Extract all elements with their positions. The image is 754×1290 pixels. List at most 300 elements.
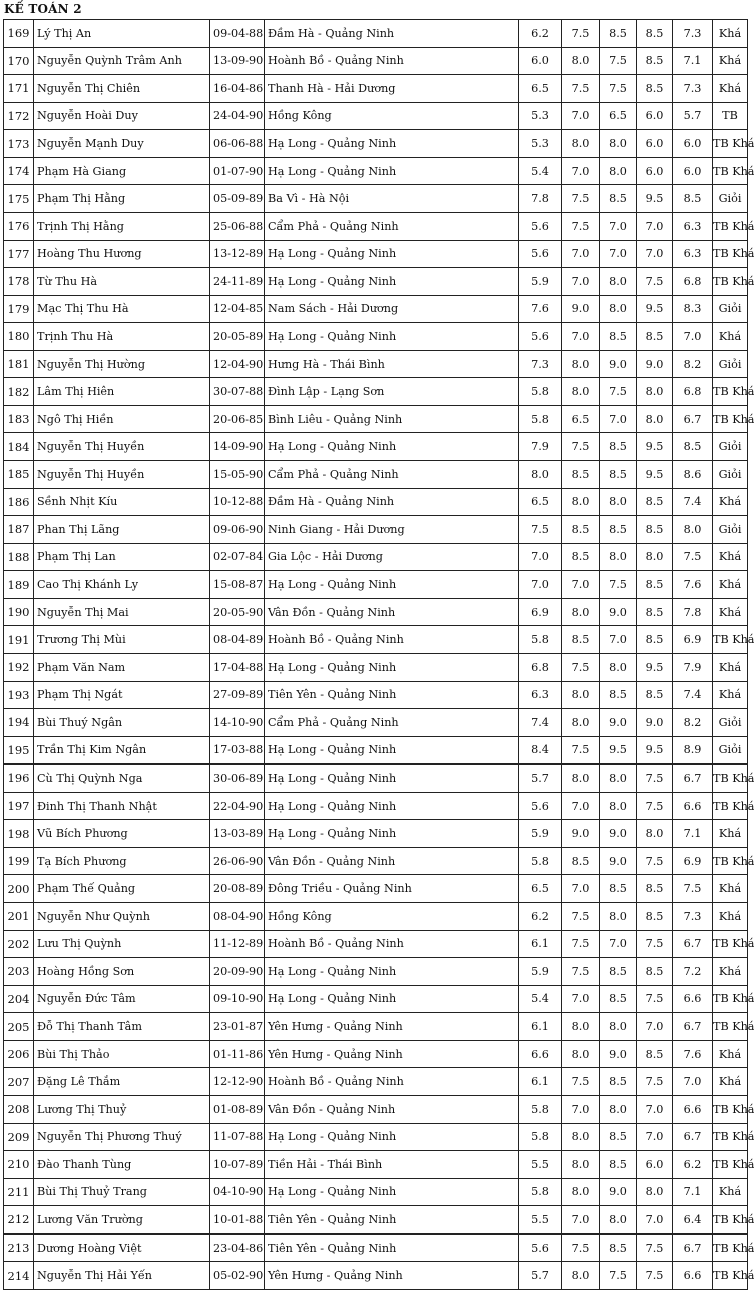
birthplace: Yên Hưng - Quảng Ninh <box>265 1262 519 1290</box>
student-name: Dương Hoàng Việt <box>34 1234 210 1262</box>
score-4: 7.5 <box>637 930 673 958</box>
table-row <box>4 20 748 48</box>
average-score: 6.3 <box>673 240 713 268</box>
score-2: 9.0 <box>562 295 600 323</box>
average-score: 7.6 <box>673 1040 713 1068</box>
score-3: 7.5 <box>600 75 637 103</box>
table-body <box>4 20 754 1290</box>
score-2: 7.5 <box>562 930 600 958</box>
table-row <box>4 1123 748 1151</box>
score-2: 7.5 <box>562 212 600 240</box>
score-4: 9.5 <box>637 185 673 213</box>
table-row <box>4 461 748 489</box>
average-score: 8.0 <box>673 516 713 544</box>
classification: TB Khá <box>713 626 748 654</box>
classification: Khá <box>713 1178 748 1206</box>
score-4: 9.0 <box>637 709 673 737</box>
score-3: 8.5 <box>600 1151 637 1179</box>
score-3: 8.5 <box>600 516 637 544</box>
row-number: 193 <box>4 681 34 709</box>
score-4: 7.5 <box>637 1262 673 1290</box>
student-results-table <box>3 19 754 1290</box>
classification: Khá <box>713 1040 748 1068</box>
score-1: 7.5 <box>519 516 562 544</box>
student-name: Phạm Thị Hằng <box>34 185 210 213</box>
date-of-birth: 16-04-86 <box>210 75 265 103</box>
row-number: 210 <box>4 1151 34 1179</box>
classification: TB Khá <box>713 268 748 296</box>
score-1: 5.3 <box>519 102 562 130</box>
table-row <box>4 1178 748 1206</box>
student-name: Trịnh Thị Hằng <box>34 212 210 240</box>
classification: Giỏi <box>713 516 748 544</box>
row-number: 209 <box>4 1123 34 1151</box>
score-4: 8.0 <box>637 378 673 406</box>
classification: TB Khá <box>713 1013 748 1041</box>
birthplace: Yên Hưng - Quảng Ninh <box>265 1040 519 1068</box>
score-4: 7.5 <box>637 1068 673 1096</box>
row-number: 208 <box>4 1095 34 1123</box>
average-score: 7.1 <box>673 47 713 75</box>
date-of-birth: 20-08-89 <box>210 875 265 903</box>
score-2: 7.5 <box>562 1234 600 1262</box>
score-2: 6.5 <box>562 405 600 433</box>
birthplace: Đầm Hà - Quảng Ninh <box>265 488 519 516</box>
average-score: 7.1 <box>673 1178 713 1206</box>
date-of-birth: 02-07-84 <box>210 543 265 571</box>
score-4: 7.5 <box>637 268 673 296</box>
score-2: 8.0 <box>562 598 600 626</box>
classification: Giỏi <box>713 350 748 378</box>
date-of-birth: 14-09-90 <box>210 433 265 461</box>
birthplace: Hạ Long - Quảng Ninh <box>265 958 519 986</box>
average-score: 7.9 <box>673 653 713 681</box>
score-4: 8.0 <box>637 1178 673 1206</box>
score-2: 7.5 <box>562 185 600 213</box>
row-number: 181 <box>4 350 34 378</box>
average-score: 6.8 <box>673 378 713 406</box>
date-of-birth: 01-08-89 <box>210 1095 265 1123</box>
score-2: 7.0 <box>562 268 600 296</box>
score-4: 9.5 <box>637 433 673 461</box>
score-4: 7.0 <box>637 212 673 240</box>
student-name: Phạm Thị Lan <box>34 543 210 571</box>
row-number: 184 <box>4 433 34 461</box>
date-of-birth: 08-04-90 <box>210 903 265 931</box>
classification: Giỏi <box>713 185 748 213</box>
birthplace: Hạ Long - Quảng Ninh <box>265 1178 519 1206</box>
date-of-birth: 14-10-90 <box>210 709 265 737</box>
table-row <box>4 378 748 406</box>
date-of-birth: 13-12-89 <box>210 240 265 268</box>
score-3: 8.0 <box>600 488 637 516</box>
score-3: 7.0 <box>600 212 637 240</box>
score-4: 7.5 <box>637 1234 673 1262</box>
score-2: 8.0 <box>562 1013 600 1041</box>
date-of-birth: 27-09-89 <box>210 681 265 709</box>
table-row <box>4 1068 748 1096</box>
score-3: 9.0 <box>600 820 637 848</box>
student-name: Trần Thị Kim Ngân <box>34 736 210 764</box>
score-1: 6.1 <box>519 1068 562 1096</box>
row-number: 186 <box>4 488 34 516</box>
date-of-birth: 12-12-90 <box>210 1068 265 1096</box>
student-name: Nguyễn Quỳnh Trâm Anh <box>34 47 210 75</box>
row-number: 214 <box>4 1262 34 1290</box>
birthplace: Đầm Hà - Quảng Ninh <box>265 20 519 48</box>
birthplace: Hạ Long - Quảng Ninh <box>265 157 519 185</box>
student-name: Cao Thị Khánh Ly <box>34 571 210 599</box>
student-name: Từ Thu Hà <box>34 268 210 296</box>
score-1: 5.6 <box>519 240 562 268</box>
score-1: 5.8 <box>519 1095 562 1123</box>
score-1: 7.0 <box>519 543 562 571</box>
score-2: 7.0 <box>562 102 600 130</box>
birthplace: Hạ Long - Quảng Ninh <box>265 130 519 158</box>
score-4: 7.5 <box>637 764 673 792</box>
score-4: 8.5 <box>637 488 673 516</box>
score-4: 7.5 <box>637 792 673 820</box>
date-of-birth: 04-10-90 <box>210 1178 265 1206</box>
classification: Khá <box>713 543 748 571</box>
student-name: Lương Thị Thuỷ <box>34 1095 210 1123</box>
score-4: 8.5 <box>637 598 673 626</box>
student-name: Nguyễn Đức Tâm <box>34 985 210 1013</box>
date-of-birth: 24-11-89 <box>210 268 265 296</box>
score-4: 8.0 <box>637 820 673 848</box>
classification: TB Khá <box>713 847 748 875</box>
score-4: 8.0 <box>637 405 673 433</box>
score-1: 6.1 <box>519 1013 562 1041</box>
classification: TB <box>713 102 748 130</box>
birthplace: Tiên Yên - Quảng Ninh <box>265 1206 519 1234</box>
table-row <box>4 212 748 240</box>
classification: Giỏi <box>713 433 748 461</box>
classification: Khá <box>713 598 748 626</box>
score-3: 8.5 <box>600 1234 637 1262</box>
average-score: 8.3 <box>673 295 713 323</box>
birthplace: Hạ Long - Quảng Ninh <box>265 820 519 848</box>
average-score: 7.5 <box>673 875 713 903</box>
row-number: 205 <box>4 1013 34 1041</box>
score-4: 8.5 <box>637 75 673 103</box>
score-1: 5.6 <box>519 212 562 240</box>
table-row <box>4 709 748 737</box>
birthplace: Hạ Long - Quảng Ninh <box>265 985 519 1013</box>
date-of-birth: 20-05-89 <box>210 323 265 351</box>
row-number: 170 <box>4 47 34 75</box>
table-row <box>4 903 748 931</box>
student-name: Bùi Thị Thảo <box>34 1040 210 1068</box>
score-3: 8.0 <box>600 764 637 792</box>
birthplace: Tiền Hải - Thái Bình <box>265 1151 519 1179</box>
score-3: 8.0 <box>600 268 637 296</box>
score-2: 7.5 <box>562 433 600 461</box>
student-name: Lý Thị An <box>34 20 210 48</box>
score-2: 7.5 <box>562 20 600 48</box>
average-score: 6.7 <box>673 405 713 433</box>
birthplace: Bình Liêu - Quảng Ninh <box>265 405 519 433</box>
score-2: 8.0 <box>562 130 600 158</box>
score-1: 6.9 <box>519 598 562 626</box>
classification: TB Khá <box>713 1151 748 1179</box>
row-number: 203 <box>4 958 34 986</box>
score-1: 6.6 <box>519 1040 562 1068</box>
date-of-birth: 22-04-90 <box>210 792 265 820</box>
score-1: 5.8 <box>519 847 562 875</box>
average-score: 5.7 <box>673 102 713 130</box>
score-4: 9.5 <box>637 295 673 323</box>
table-row <box>4 157 748 185</box>
row-number: 180 <box>4 323 34 351</box>
average-score: 6.6 <box>673 985 713 1013</box>
date-of-birth: 23-04-86 <box>210 1234 265 1262</box>
classification: Giỏi <box>713 736 748 764</box>
row-number: 212 <box>4 1206 34 1234</box>
date-of-birth: 10-12-88 <box>210 488 265 516</box>
score-2: 7.0 <box>562 157 600 185</box>
score-3: 7.5 <box>600 1262 637 1290</box>
date-of-birth: 05-02-90 <box>210 1262 265 1290</box>
row-number: 183 <box>4 405 34 433</box>
row-number: 185 <box>4 461 34 489</box>
birthplace: Tiên Yên - Quảng Ninh <box>265 681 519 709</box>
birthplace: Hạ Long - Quảng Ninh <box>265 792 519 820</box>
date-of-birth: 09-10-90 <box>210 985 265 1013</box>
student-name: Đinh Thị Thanh Nhật <box>34 792 210 820</box>
row-number: 192 <box>4 653 34 681</box>
row-number: 187 <box>4 516 34 544</box>
average-score: 6.7 <box>673 1123 713 1151</box>
classification: Khá <box>713 1068 748 1096</box>
table-row <box>4 792 748 820</box>
score-1: 8.0 <box>519 461 562 489</box>
classification: Khá <box>713 47 748 75</box>
average-score: 7.0 <box>673 1068 713 1096</box>
birthplace: Hạ Long - Quảng Ninh <box>265 736 519 764</box>
average-score: 6.7 <box>673 1234 713 1262</box>
average-score: 7.3 <box>673 903 713 931</box>
score-1: 7.4 <box>519 709 562 737</box>
average-score: 7.2 <box>673 958 713 986</box>
score-1: 5.8 <box>519 1178 562 1206</box>
row-number: 191 <box>4 626 34 654</box>
score-3: 8.0 <box>600 1095 637 1123</box>
row-number: 200 <box>4 875 34 903</box>
date-of-birth: 23-01-87 <box>210 1013 265 1041</box>
average-score: 6.0 <box>673 130 713 158</box>
average-score: 8.2 <box>673 350 713 378</box>
student-name: Đỗ Thị Thanh Tâm <box>34 1013 210 1041</box>
score-4: 6.0 <box>637 102 673 130</box>
score-4: 7.0 <box>637 1013 673 1041</box>
table-row <box>4 930 748 958</box>
row-number: 196 <box>4 764 34 792</box>
table-row <box>4 764 748 792</box>
score-3: 8.5 <box>600 433 637 461</box>
birthplace: Hồng Kông <box>265 903 519 931</box>
score-4: 6.0 <box>637 157 673 185</box>
student-name: Nguyễn Thị Huyền <box>34 461 210 489</box>
birthplace: Tiên Yên - Quảng Ninh <box>265 1234 519 1262</box>
classification: Khá <box>713 820 748 848</box>
row-number: 188 <box>4 543 34 571</box>
table-row <box>4 1151 748 1179</box>
row-number: 172 <box>4 102 34 130</box>
score-2: 7.5 <box>562 958 600 986</box>
date-of-birth: 20-06-85 <box>210 405 265 433</box>
date-of-birth: 20-05-90 <box>210 598 265 626</box>
date-of-birth: 24-04-90 <box>210 102 265 130</box>
average-score: 6.7 <box>673 1013 713 1041</box>
score-4: 8.5 <box>637 516 673 544</box>
birthplace: Cẩm Phả - Quảng Ninh <box>265 709 519 737</box>
row-number: 199 <box>4 847 34 875</box>
score-2: 8.0 <box>562 764 600 792</box>
score-2: 8.5 <box>562 626 600 654</box>
average-score: 6.2 <box>673 1151 713 1179</box>
student-name: Trương Thị Mùi <box>34 626 210 654</box>
row-number: 178 <box>4 268 34 296</box>
birthplace: Hạ Long - Quảng Ninh <box>265 1123 519 1151</box>
row-number: 182 <box>4 378 34 406</box>
score-3: 8.0 <box>600 130 637 158</box>
classification: TB Khá <box>713 240 748 268</box>
classification: Khá <box>713 958 748 986</box>
table-row <box>4 75 748 103</box>
score-2: 8.0 <box>562 681 600 709</box>
student-name: Ngô Thị Hiền <box>34 405 210 433</box>
score-3: 8.0 <box>600 157 637 185</box>
classification: Khá <box>713 681 748 709</box>
student-name: Vũ Bích Phương <box>34 820 210 848</box>
student-name: Phạm Thế Quảng <box>34 875 210 903</box>
score-3: 8.5 <box>600 185 637 213</box>
score-2: 8.0 <box>562 1151 600 1179</box>
score-2: 8.5 <box>562 543 600 571</box>
score-2: 8.5 <box>562 516 600 544</box>
average-score: 8.5 <box>673 185 713 213</box>
score-2: 7.0 <box>562 875 600 903</box>
date-of-birth: 13-03-89 <box>210 820 265 848</box>
score-3: 9.0 <box>600 598 637 626</box>
date-of-birth: 30-07-88 <box>210 378 265 406</box>
row-number: 204 <box>4 985 34 1013</box>
score-1: 6.5 <box>519 488 562 516</box>
classification: Khá <box>713 323 748 351</box>
date-of-birth: 26-06-90 <box>210 847 265 875</box>
score-2: 7.0 <box>562 792 600 820</box>
score-3: 7.0 <box>600 240 637 268</box>
student-name: Nguyễn Mạnh Duy <box>34 130 210 158</box>
student-name: Hoàng Thu Hương <box>34 240 210 268</box>
birthplace: Thanh Hà - Hải Dương <box>265 75 519 103</box>
date-of-birth: 09-06-90 <box>210 516 265 544</box>
date-of-birth: 20-09-90 <box>210 958 265 986</box>
score-4: 8.5 <box>637 875 673 903</box>
score-3: 8.5 <box>600 1123 637 1151</box>
score-1: 7.8 <box>519 185 562 213</box>
table-row <box>4 847 748 875</box>
score-4: 9.5 <box>637 653 673 681</box>
student-name: Lưu Thị Quỳnh <box>34 930 210 958</box>
date-of-birth: 01-07-90 <box>210 157 265 185</box>
student-name: Phạm Thị Ngát <box>34 681 210 709</box>
score-1: 5.3 <box>519 130 562 158</box>
date-of-birth: 11-07-88 <box>210 1123 265 1151</box>
classification: TB Khá <box>713 1234 748 1262</box>
score-1: 6.0 <box>519 47 562 75</box>
classification: TB Khá <box>713 157 748 185</box>
birthplace: Hạ Long - Quảng Ninh <box>265 240 519 268</box>
average-score: 6.3 <box>673 212 713 240</box>
score-1: 5.7 <box>519 1262 562 1290</box>
score-2: 7.0 <box>562 240 600 268</box>
score-1: 5.8 <box>519 378 562 406</box>
classification: Giỏi <box>713 461 748 489</box>
student-name: Phạm Văn Nam <box>34 653 210 681</box>
table-row <box>4 1013 748 1041</box>
average-score: 6.6 <box>673 792 713 820</box>
table-row <box>4 958 748 986</box>
birthplace: Ba Vì - Hà Nội <box>265 185 519 213</box>
average-score: 8.2 <box>673 709 713 737</box>
birthplace: Hồng Kông <box>265 102 519 130</box>
row-number: 173 <box>4 130 34 158</box>
classification: TB Khá <box>713 405 748 433</box>
score-1: 6.5 <box>519 75 562 103</box>
row-number: 174 <box>4 157 34 185</box>
date-of-birth: 12-04-85 <box>210 295 265 323</box>
score-3: 8.5 <box>600 323 637 351</box>
score-3: 8.5 <box>600 461 637 489</box>
table-row <box>4 1206 748 1234</box>
date-of-birth: 06-06-88 <box>210 130 265 158</box>
average-score: 6.9 <box>673 847 713 875</box>
student-name: Tạ Bích Phương <box>34 847 210 875</box>
score-1: 6.1 <box>519 930 562 958</box>
student-name: Hoàng Hồng Sơn <box>34 958 210 986</box>
birthplace: Hoành Bồ - Quảng Ninh <box>265 1068 519 1096</box>
birthplace: Nam Sách - Hải Dương <box>265 295 519 323</box>
classification: TB Khá <box>713 764 748 792</box>
student-name: Nguyễn Thị Chiên <box>34 75 210 103</box>
score-2: 8.0 <box>562 378 600 406</box>
classification: Khá <box>713 571 748 599</box>
score-4: 8.5 <box>637 20 673 48</box>
student-name: Sềnh Nhịt Kíu <box>34 488 210 516</box>
classification: Khá <box>713 875 748 903</box>
score-1: 5.5 <box>519 1151 562 1179</box>
score-1: 5.9 <box>519 820 562 848</box>
score-3: 8.0 <box>600 543 637 571</box>
row-number: 195 <box>4 736 34 764</box>
score-2: 8.0 <box>562 1040 600 1068</box>
score-3: 8.0 <box>600 1013 637 1041</box>
birthplace: Vân Đồn - Quảng Ninh <box>265 847 519 875</box>
table-row <box>4 323 748 351</box>
score-1: 6.2 <box>519 903 562 931</box>
score-3: 7.5 <box>600 571 637 599</box>
score-4: 9.5 <box>637 736 673 764</box>
classification: TB Khá <box>713 1095 748 1123</box>
score-3: 9.0 <box>600 847 637 875</box>
score-1: 5.8 <box>519 405 562 433</box>
score-3: 8.5 <box>600 958 637 986</box>
score-3: 9.0 <box>600 1178 637 1206</box>
classification: Khá <box>713 75 748 103</box>
student-name: Nguyễn Thị Mai <box>34 598 210 626</box>
